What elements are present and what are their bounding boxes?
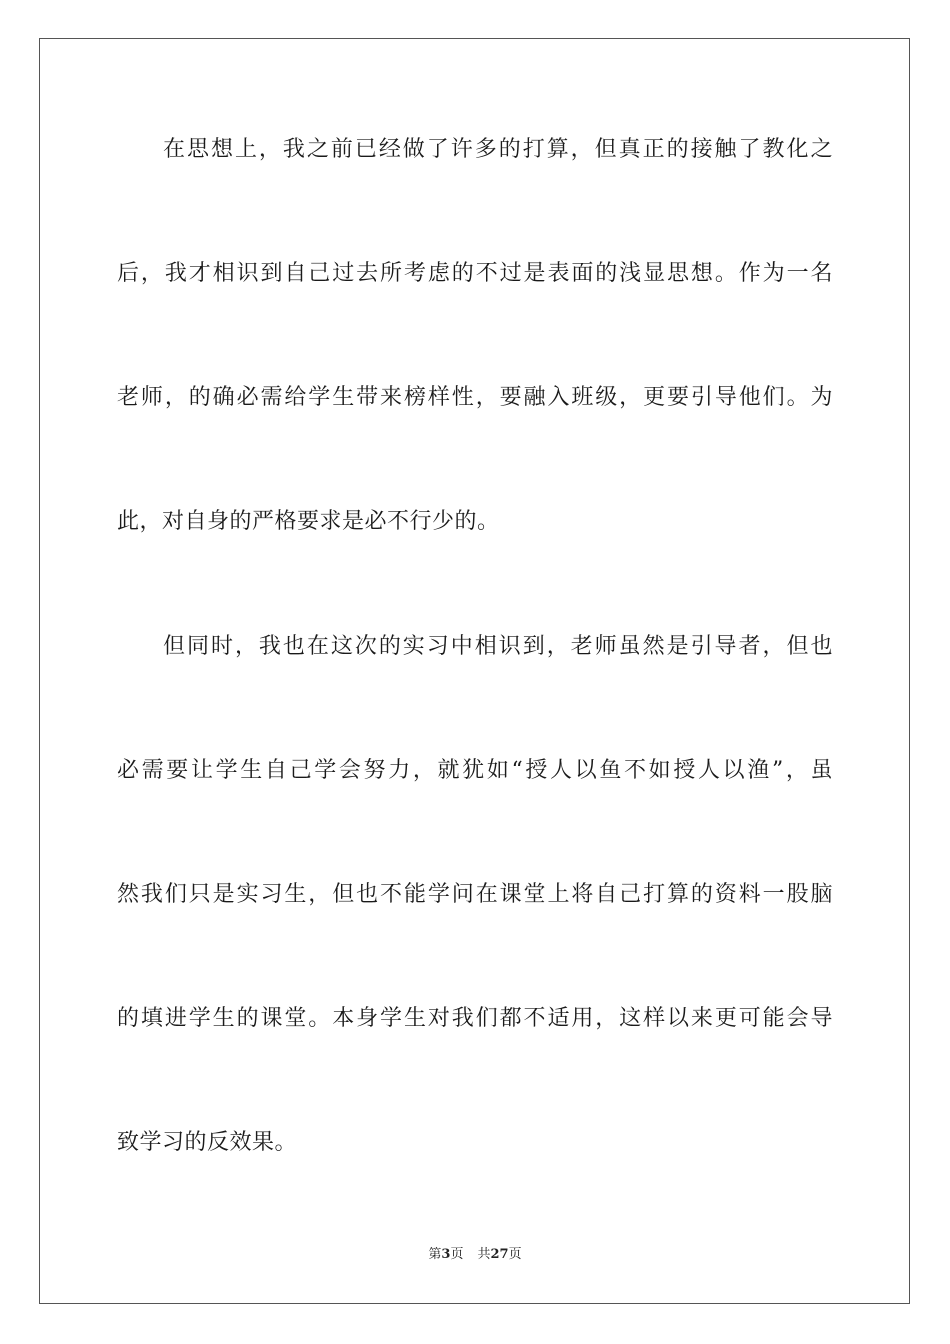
paragraph-2-line-4: 的填进学生的课堂。本身学生对我们都不适用，这样以来更可能会导 <box>117 1006 833 1031</box>
page-frame <box>39 38 910 1304</box>
page-suffix: 页 <box>450 1247 464 1262</box>
total-prefix: 共 <box>477 1247 491 1262</box>
page-number: 3 <box>441 1247 451 1262</box>
paragraph-2-line-1: 但同时，我也在这次的实习中相识到，老师虽然是引导者，但也 <box>163 634 833 659</box>
paragraph-1-line-1: 在思想上，我之前已经做了许多的打算，但真正的接触了教化之 <box>163 137 833 162</box>
paragraph-1-line-4: 此，对自身的严格要求是必不行少的。 <box>117 509 500 534</box>
paragraph-2-line-3: 然我们只是实习生，但也不能学问在课堂上将自己打算的资料一股脑 <box>117 882 833 907</box>
total-pages: 27 <box>490 1247 509 1262</box>
page-prefix: 第 <box>428 1247 442 1262</box>
paragraph-1-line-2: 后，我才相识到自己过去所考虑的不过是表面的浅显思想。作为一名 <box>117 261 833 286</box>
total-suffix: 页 <box>508 1247 522 1262</box>
page-footer <box>0 1246 950 1264</box>
paragraph-2-line-2: 必需要让学生自己学会努力，就犹如“授人以鱼不如授人以渔”，虽 <box>117 758 833 783</box>
paragraph-2-line-5: 致学习的反效果。 <box>117 1130 298 1155</box>
paragraph-1-line-3: 老师，的确必需给学生带来榜样性，要融入班级，更要引导他们。为 <box>117 385 833 410</box>
